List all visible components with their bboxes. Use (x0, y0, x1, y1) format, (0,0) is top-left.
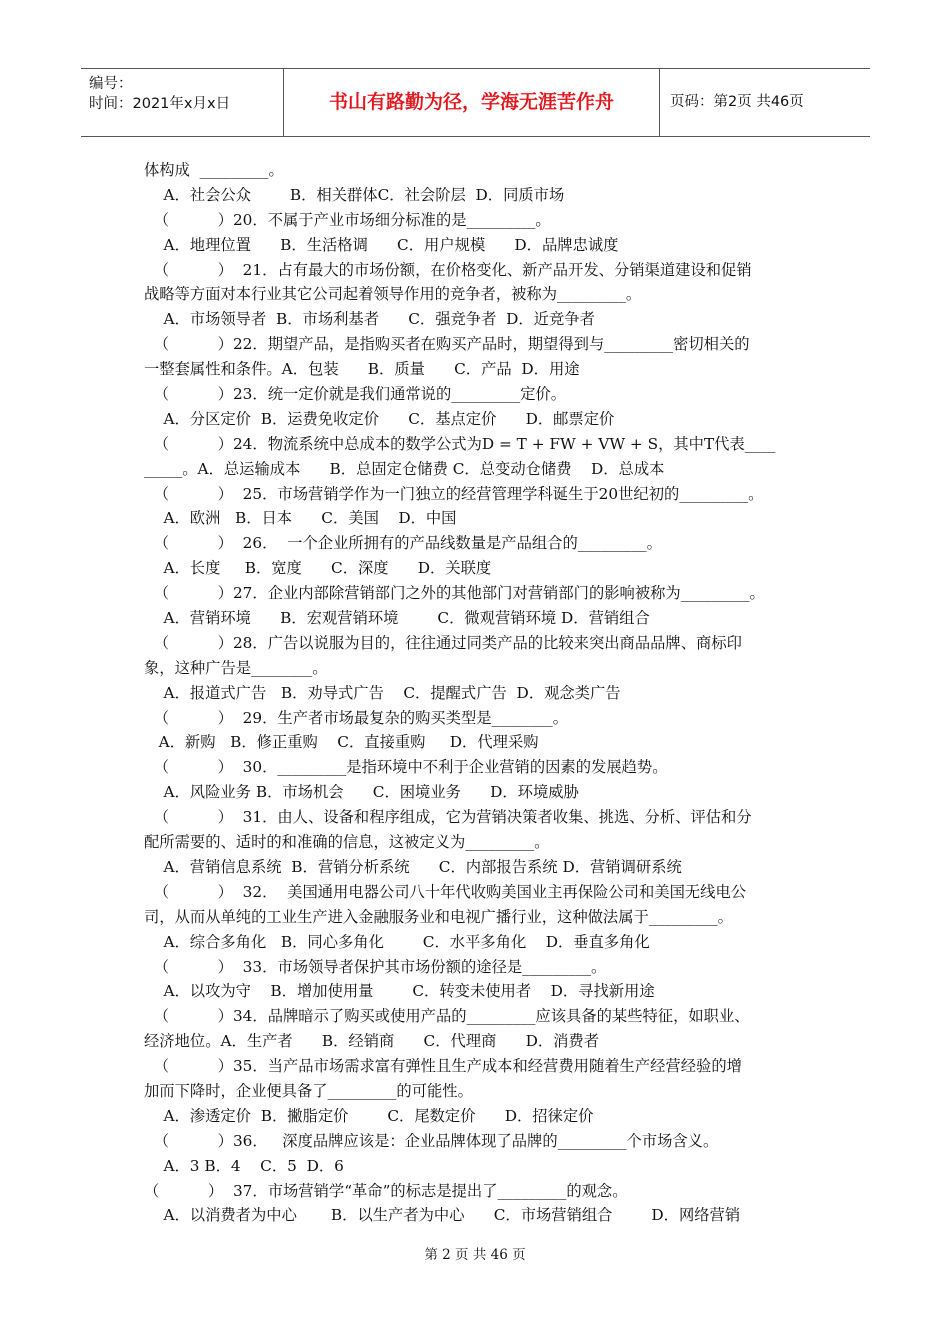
text-line: （ ） 25．市场营销学作为一门独立的经营管理学科诞生于20世纪初的_________。 (144, 484, 764, 503)
text-line: （ ）20．不属于产业市场细分标准的是_________。 (144, 210, 551, 229)
document-number-label: 编号： (89, 76, 133, 92)
text-line: A．综合多角化 B．同心多角化 C．水平多角化 D．垂直多角化 (144, 932, 650, 951)
text-line: （ ） 31．由人、设备和程序组成，它为营销决策者收集、挑选、分析、评估和分 (144, 808, 752, 827)
text-line: A．新购 B．修正重购 C．直接重购 D．代理采购 (144, 733, 539, 752)
text-line: A．欧洲 B．日本 C．美国 D．中国 (144, 509, 457, 528)
text-line: A．营销信息系统 B．营销分析系统 C．内部报告系统 D．营销调研系统 (144, 857, 682, 876)
text-line: 司，从而从单纯的工业生产进入金融服务业和电视广播行业，这种做法属于_________。 (144, 907, 733, 926)
text-line: 经济地位。A．生产者 B．经销商 C．代理商 D．消费者 (144, 1032, 600, 1051)
text-line: （ ） 26． 一个企业所拥有的产品线数量是产品组合的_________。 (144, 534, 662, 553)
text-line: 配所需要的、适时的和准确的信息，这被定义为_________。 (144, 833, 550, 852)
text-line: （ ） 21．占有最大的市场份额，在价格变化、新产品开发、分销渠道建设和促销 (144, 260, 752, 279)
text-line: （ ）22．期望产品，是指购买者在购买产品时，期望得到与_________密切相关的 (144, 335, 750, 354)
text-line: （ ）23．统一定价就是我们通常说的_________定价。 (144, 385, 566, 404)
text-line: A．以消费者为中心 B．以生产者为中心 C．市场营销组合 D．网络营销 (144, 1206, 741, 1225)
text-line: （ ） 37．市场营销学“革命”的标志是提出了_________的观念。 (144, 1181, 628, 1200)
question-list (144, 158, 810, 1228)
text-line: A．营销环境 B．宏观营销环境 C．微观营销环境 D．营销组合 (144, 609, 650, 628)
text-line: （ ）36． 深度品牌应该是：企业品牌体现了品牌的_________个市场含义。 (144, 1131, 719, 1150)
text-line: 体构成 _________。 (144, 161, 284, 179)
header-page-indicator: 页码：第2页 共46页 (670, 94, 804, 110)
header-motto: 书山有路勤为径，学海无涯苦作舟 (283, 69, 660, 136)
text-line: A．报道式广告 B．劝导式广告 C．提醒式广告 D．观念类广告 (144, 683, 621, 702)
text-line: 一整套属性和条件。A．包装 B．质量 C．产品 D．用途 (144, 360, 580, 379)
text-line: （ ）34．品牌暗示了购买或使用产品的_________应该具备的某些特征，如职业、 (144, 1007, 750, 1026)
text-line: A．地理位置 B．生活格调 C．用户规模 D．品牌忠诚度 (144, 235, 619, 254)
text-line: A．渗透定价 B．撇脂定价 C．尾数定价 D．招徕定价 (144, 1106, 594, 1125)
text-line: （ ）35．当产品市场需求富有弹性且生产成本和经营费用随着生产经营经验的增 (144, 1057, 742, 1076)
header-meta (81, 69, 283, 136)
page-footer: 第 2 页 共 46 页 (424, 1247, 526, 1263)
text-line: A．市场领导者 B．市场利基者 C．强竞争者 D．近竞争者 (144, 310, 595, 329)
text-line: （ ） 30．_________是指环境中不利于企业营销的因素的发展趋势。 (144, 758, 668, 777)
text-line: （ ） 32． 美国通用电器公司八十年代收购美国业主再保险公司和美国无线电公 (144, 882, 747, 901)
text-line: 象，这种广告是________。 (144, 658, 328, 677)
document-date: 时间：2021年x月x日 (89, 96, 231, 112)
text-line: （ ）27．企业内部除营销部门之外的其他部门对营销部门的影响被称为_________。 (144, 584, 765, 603)
text-line: （ ）28．广告以说服为目的，往往通过同类产品的比较来突出商品品牌、商标印 (144, 633, 742, 652)
text-line: _____。A．总运输成本 B．总固定仓储费 C．总变动仓储费 D．总成本 (144, 459, 665, 478)
text-line: 加而下降时，企业便具备了_________的可能性。 (144, 1081, 473, 1100)
page-header (81, 68, 870, 137)
text-line: （ ） 29．生产者市场最复杂的购买类型是________。 (144, 708, 569, 727)
text-line: （ ）24．物流系统中总成本的数学公式为D = T + FW + VW + S，其中T代表____ (144, 434, 776, 453)
text-line: 战略等方面对本行业其它公司起着领导作用的竞争者，被称为_________。 (144, 285, 642, 304)
text-line: A．3 B．4 C．5 D．6 (144, 1156, 344, 1175)
text-line: A．社会公众 B．相关群体C．社会阶层 D．同质市场 (144, 185, 565, 204)
text-line: （ ） 33．市场领导者保护其市场份额的途径是_________。 (144, 957, 607, 976)
text-line: A．风险业务 B．市场机会 C．困境业务 D．环境威胁 (144, 783, 579, 802)
text-line: A．分区定价 B．运费免收定价 C．基点定价 D．邮票定价 (144, 409, 615, 428)
text-line: A．长度 B．宽度 C．深度 D．关联度 (144, 559, 492, 578)
text-line: A．以攻为守 B．增加使用量 C．转变未使用者 D．寻找新用途 (144, 982, 655, 1001)
